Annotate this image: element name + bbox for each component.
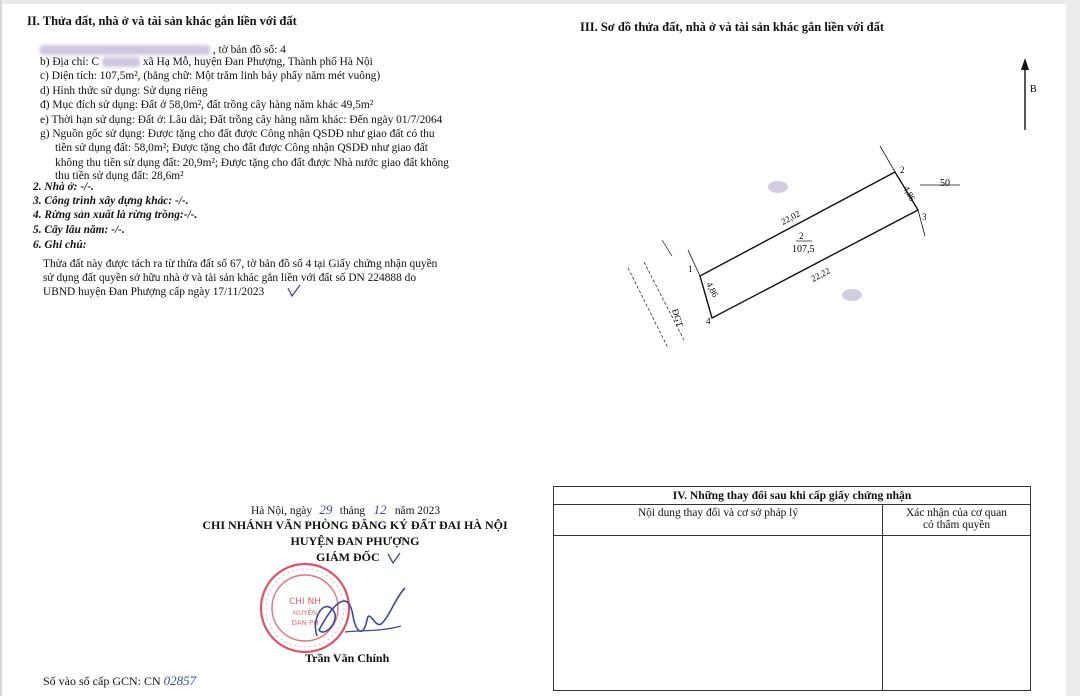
road-tick [662, 240, 672, 256]
col-confirmation-line-1: Xác nhận của cơ quan [906, 507, 1007, 519]
section-3-heading: III. Sơ đồ thửa đất, nhà ở và tài sản khác gắn liền với đất [580, 20, 885, 34]
vertex-4: 4 [706, 316, 711, 326]
redacted-neighbor-1 [768, 181, 788, 193]
item-perennial: 5. Cây lâu năm: -/-. [33, 224, 125, 236]
top-side-length: 22,02 [779, 208, 802, 227]
signer-title: GIÁM ĐỐC [316, 550, 380, 564]
line-b [40, 56, 373, 69]
change-content-cell [554, 536, 883, 691]
parcel-area: 107,5 [792, 244, 815, 255]
title-initial-icon [386, 551, 402, 565]
note-line-2: sử dụng đất quyền sở hữu nhà ở và tài sản khác gắn liền với đất số DN 224888 do [43, 272, 417, 284]
road-label: ĐGT [670, 307, 686, 329]
neighbor-line-top [880, 146, 895, 172]
initial-mark-icon [286, 284, 302, 298]
origin-line-3: không thu tiền sử dụng đất: 20,9m²; Được tặng cho đất được Nhà nước giao đất không [55, 157, 449, 169]
svg-text:HUYỆN: HUYỆN [292, 609, 318, 617]
scan-border-top [0, 0, 1080, 4]
left-side-length: 4,86 [704, 280, 721, 299]
address-value: xã Hạ Mỗ, huyện Đan Phượng, Thành phố Hà Nội [142, 56, 373, 68]
col-change-content: Nội dung thay đổi và cơ sở pháp lý [554, 505, 883, 536]
item-forest: 4. Rừng sản xuất là rừng trồng:-/-. [33, 209, 198, 221]
gcn-book-number [43, 674, 196, 688]
map-sheet: , tờ bản đồ số: 4 [212, 44, 286, 56]
note-line-3: UBND huyện Đan Phượng cấp ngày 17/11/2023 [43, 286, 265, 298]
road-edge-1 [628, 268, 668, 348]
col-confirmation [883, 505, 1031, 536]
changes-body-row [554, 536, 1031, 691]
origin-line-2: tiền sử dụng đất: 58,0m²; Được tặng cho đất được Công nhận QSDĐ như giao đất [55, 142, 428, 154]
year-label: năm 2023 [394, 505, 441, 517]
vertex-3: 3 [922, 212, 927, 222]
origin-line-4: thu tiền sử dụng đất: 28,6m² [55, 170, 184, 182]
changes-heading-row [554, 487, 1031, 505]
redacted-parcel-info [40, 45, 210, 55]
issue-date [251, 503, 440, 518]
col-confirmation-line-2: có thẩm quyền [922, 519, 991, 531]
right-side-length: 4,86 [901, 184, 918, 203]
changes-header-row [554, 505, 1031, 536]
bottom-side-length: 22,22 [809, 265, 832, 284]
month-label: tháng [339, 505, 366, 517]
parcel-diagram [600, 40, 1070, 360]
usage-term-line: e) Thời hạn sử dụng: Đất ở: Lâu dài; Đất trồng cây hàng năm khác: Đến ngày 01/7/2064 [40, 114, 443, 126]
usage-purpose-line: đ) Mục đích sử dụng: Đất ở 58,0m², đất trồng cây hàng năm khác 49,5m² [40, 99, 374, 111]
origin-line-1: g) Nguồn gốc sử dụng: Được tặng cho đất được Công nhận QSDĐ như giao đất có thu [40, 128, 435, 140]
date-day: 29 [319, 502, 333, 517]
vertex-1: 1 [688, 264, 693, 274]
note-line-1: Thửa đất này được tách ra từ thửa đất số 67, tờ bản đồ số 4 tại Giấy chứng nhận quyền [43, 258, 438, 270]
date-month: 12 [373, 502, 387, 517]
parcel-number: 2 [799, 231, 804, 241]
area-line: c) Diện tích: 107,5m², (bằng chữ: Một trăm linh bảy phẩy năm mét vuông) [40, 70, 381, 82]
svg-text:CHI NH: CHI NH [288, 597, 322, 607]
issuing-district: HUYỆN ĐAN PHƯỢNG [290, 534, 420, 548]
north-label: B [1030, 84, 1037, 95]
section-4-heading: IV. Những thay đổi sau khi cấp giấy chứng nhận [554, 487, 1031, 505]
item-construction: 3. Công trình xây dựng khác: -/-. [33, 195, 189, 207]
road-edge-2 [644, 262, 684, 340]
address-label: b) Địa chỉ: C [40, 56, 100, 68]
neighbor-parcel-50: 50 [940, 178, 950, 189]
handwritten-signature-icon [305, 580, 415, 646]
redacted-neighbor-2 [842, 289, 862, 301]
gcn-book-label: Số vào sổ cấp GCN: CN [43, 674, 161, 688]
date-prefix: Hà Nội, ngày [251, 505, 313, 517]
issuing-office: CHI NHÁNH VĂN PHÒNG ĐĂNG KÝ ĐẤT ĐAI HÀ NỘI [202, 518, 508, 532]
item-house: 2. Nhà ở: -/-. [33, 181, 94, 193]
redacted-address [102, 57, 140, 67]
north-arrow-icon [1021, 58, 1029, 130]
item-notes: 6. Ghi chú: [33, 239, 87, 251]
signer-name: Trần Văn Chính [305, 651, 390, 665]
vertex-2: 2 [900, 165, 905, 175]
scan-border-left [0, 0, 2, 696]
svg-text:ĐAN PH: ĐAN PH [291, 619, 319, 627]
changes-table [553, 486, 1031, 691]
confirmation-cell [883, 536, 1031, 691]
usage-form-line: d) Hình thức sử dụng: Sử dụng riêng [40, 85, 208, 97]
gcn-book-value: 02857 [163, 673, 197, 688]
section-2-heading: II. Thửa đất, nhà ở và tài sản khác gắn liền với đất [27, 14, 297, 28]
